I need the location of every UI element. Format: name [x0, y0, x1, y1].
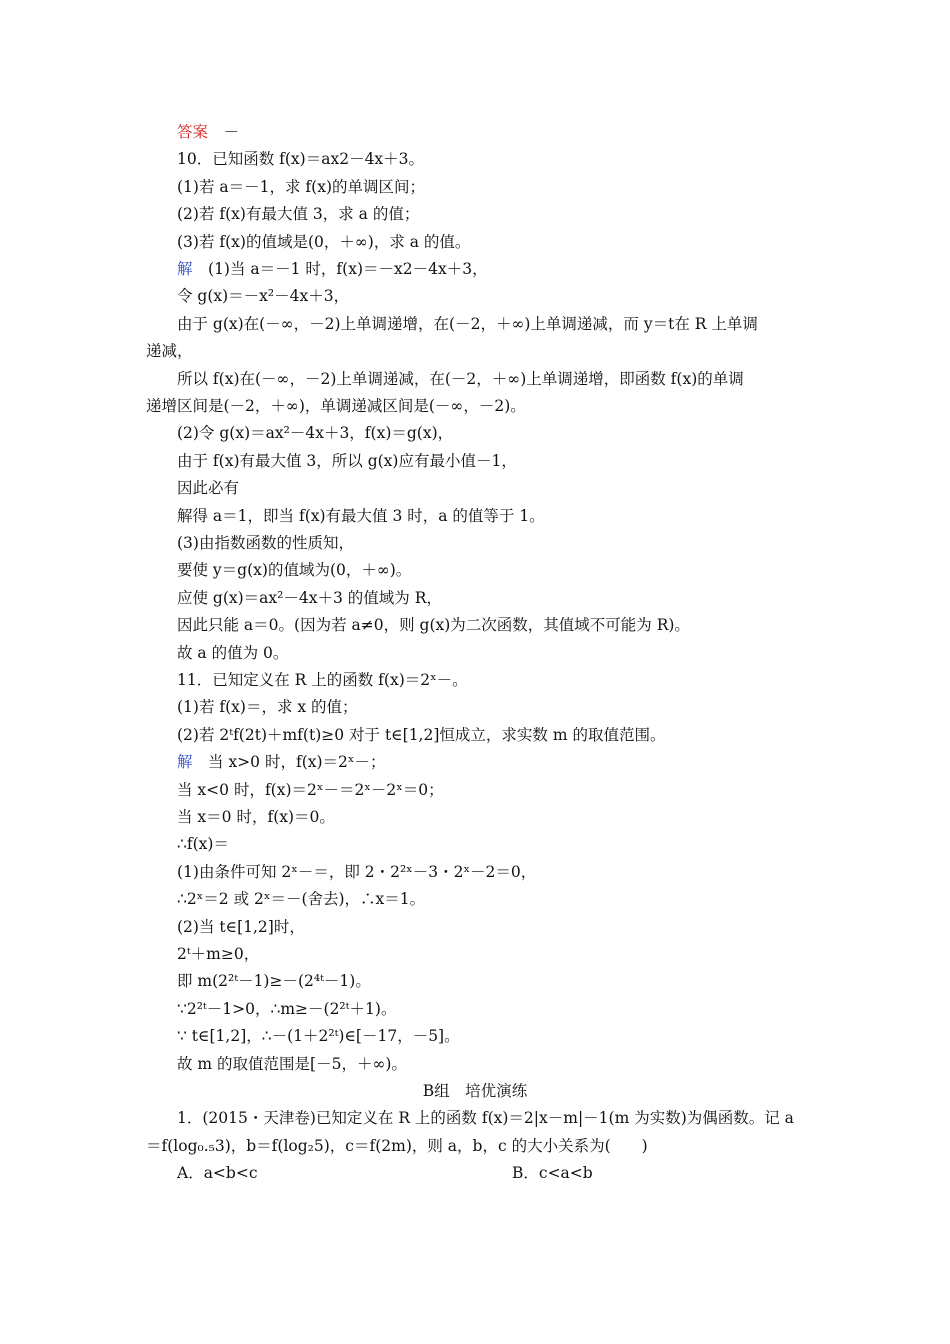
- line-text: 因此只能 a＝0。(因为若 a≠0，则 g(x)为二次函数，其值域不可能为 R)。: [177, 616, 690, 635]
- line-text: 2ᵗ＋m≥0，: [177, 945, 260, 963]
- text-line: [177, 533, 810, 553]
- line-text: (3)由指数函数的性质知，: [177, 534, 354, 552]
- line-text: 所以 f(x)在(－∞，－2)上单调递减，在(－2，＋∞)上单调递增，即函数 f(x)的单调: [177, 369, 744, 388]
- text-line: [177, 177, 810, 197]
- line-text: 1．(2015・天津卷)已知定义在 R 上的函数 f(x)＝2|x－m|－1(m 为实数)为偶函数。记 a: [177, 1109, 794, 1128]
- text-line: [177, 862, 810, 882]
- text-line: [177, 506, 810, 526]
- line-text: 应使 g(x)＝ax²－4x＋3 的值域为 R，: [177, 588, 442, 607]
- text-line: [177, 478, 810, 498]
- text-line: [177, 149, 810, 169]
- text-line: [177, 1108, 810, 1128]
- text-line: [177, 725, 810, 745]
- answer-label: 答案: [177, 123, 209, 141]
- text-line: [177, 615, 810, 635]
- line-text: ∴2ˣ＝2 或 2ˣ＝－(舍去)，∴x＝1。: [177, 890, 426, 909]
- text-line: [177, 944, 810, 964]
- line-text: 当 x>0 时，f(x)＝2ˣ－；: [192, 753, 386, 772]
- text-line: [177, 1163, 810, 1183]
- text-line: [177, 697, 810, 717]
- text-line: [177, 204, 810, 224]
- text-line: [177, 369, 810, 389]
- line-text: 因此必有: [177, 479, 240, 498]
- text-line: [177, 780, 810, 800]
- text-line: [177, 122, 810, 142]
- text-line: [177, 752, 810, 772]
- line-text: (1)由条件可知 2ˣ－＝，即 2・2²ˣ－3・2ˣ－2＝0，: [177, 862, 537, 881]
- text-line: [177, 286, 810, 306]
- line-text: (2)若 2ᵗf(2t)＋mf(t)≥0 对于 t∈[1,2]恒成立，求实数 m 的取值范围。: [177, 725, 666, 744]
- line-text: (1)若 a＝－1，求 f(x)的单调区间；: [177, 177, 425, 196]
- text-line: [177, 643, 810, 663]
- text-line: [177, 232, 810, 252]
- text-line: [177, 999, 810, 1019]
- line-text: 10．已知函数 f(x)＝ax2－4x＋3。: [177, 150, 425, 169]
- line-text: 递增区间是(－2，＋∞)，单调递减区间是(－∞，－2)。: [146, 397, 526, 415]
- text-line: [146, 396, 810, 416]
- line-text: 要使 y＝g(x)的值域为(0，＋∞)。: [177, 561, 412, 580]
- line-text: (1)若 f(x)＝，求 x 的值；: [177, 698, 358, 717]
- text-line: [177, 1026, 810, 1046]
- line-text: －: [208, 123, 240, 141]
- text-line: [177, 259, 810, 279]
- text-line: [177, 588, 810, 608]
- line-text: 递减，: [146, 342, 193, 361]
- text-line: [0, 1081, 950, 1101]
- line-text: 即 m(2²ᵗ－1)≥－(2⁴ᵗ－1)。: [177, 972, 371, 991]
- text-line: [177, 560, 810, 580]
- text-line: [177, 423, 810, 443]
- text-line: [177, 834, 810, 854]
- text-line: [177, 314, 810, 334]
- line-text: (1)当 a＝－1 时，f(x)＝－x2－4x＋3，: [192, 260, 488, 278]
- text-line: [177, 1054, 810, 1074]
- line-text: 故 a 的值为 0。: [177, 643, 289, 662]
- line-text: 当 x<0 时，f(x)＝2ˣ－＝2ˣ－2ˣ＝0；: [177, 780, 444, 799]
- line-text: ∵ t∈[1,2]，∴－(1＋2²ᵗ)∈[－17，－5]。: [177, 1027, 460, 1046]
- solution-label: 解: [177, 753, 193, 772]
- line-text: 由于 f(x)有最大值 3，所以 g(x)应有最小值－1，: [177, 451, 517, 470]
- line-text: 11．已知定义在 R 上的函数 f(x)＝2ˣ－。: [177, 671, 468, 689]
- text-line: [177, 807, 810, 827]
- line-text: 由于 g(x)在(－∞，－2)上单调递增，在(－2，＋∞)上单调递减，而 y＝t在 R 上单调: [177, 314, 758, 333]
- text-line: [177, 917, 810, 937]
- line-text: (3)若 f(x)的值域是(0，＋∞)，求 a 的值。: [177, 232, 471, 251]
- line-text: A．a<b<c: [177, 1164, 258, 1183]
- line-text: (2)当 t∈[1,2]时，: [177, 917, 305, 936]
- line-text: (2)若 f(x)有最大值 3，求 a 的值；: [177, 205, 420, 224]
- line-text: ∵2²ᵗ－1>0，∴m≥－(2²ᵗ＋1)。: [177, 999, 397, 1018]
- text-line: [146, 341, 810, 361]
- line-text: 故 m 的取值范围是[－5，＋∞)。: [177, 1054, 407, 1073]
- text-line: [177, 971, 810, 991]
- line-text: 当 x＝0 时，f(x)＝0。: [177, 808, 335, 826]
- line-text: ∴f(x)＝: [177, 835, 229, 854]
- line-text: (2)令 g(x)＝ax²－4x＋3，f(x)＝g(x)，: [177, 424, 454, 443]
- line-text: 解得 a＝1，即当 f(x)有最大值 3 时，a 的值等于 1。: [177, 506, 545, 525]
- text-line: [177, 670, 810, 690]
- option-b: B．c<a<b: [512, 1164, 593, 1183]
- text-line: [146, 1136, 810, 1156]
- text-line: [177, 451, 810, 471]
- line-text: B组 培优演练: [422, 1082, 528, 1100]
- text-line: [177, 889, 810, 909]
- solution-label: 解: [177, 260, 193, 278]
- line-text: ＝f(log₀.₅3)，b＝f(log₂5)，c＝f(2m)，则 a，b，c 的大小关系为( ): [146, 1136, 648, 1155]
- line-text: 令 g(x)＝－x²－4x＋3，: [177, 287, 350, 306]
